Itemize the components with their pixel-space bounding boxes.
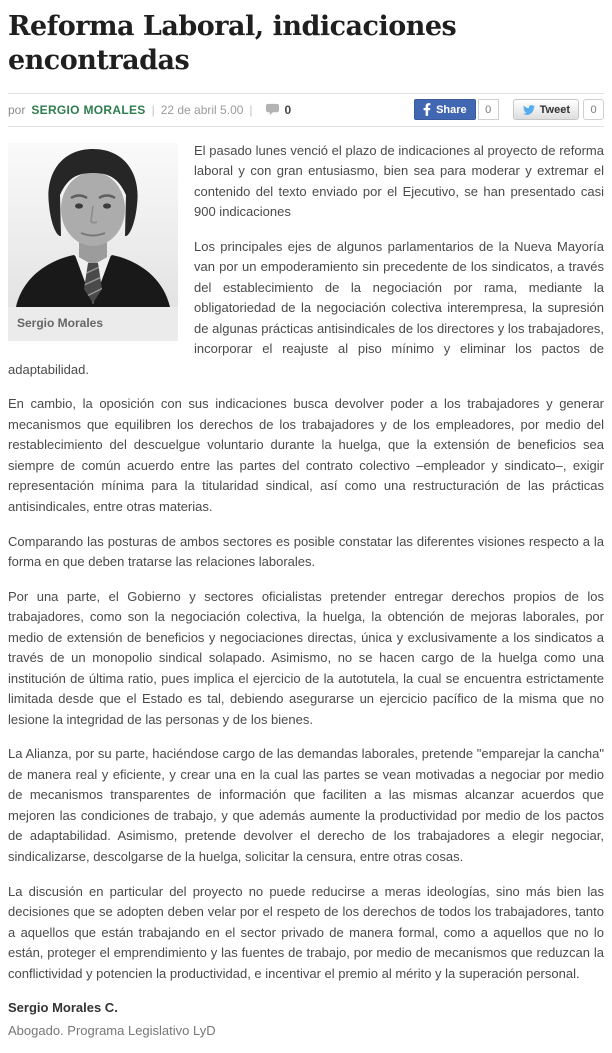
facebook-share-unit: [414, 99, 499, 120]
tweet-label: Tweet: [539, 103, 570, 116]
author-photo-figure: [8, 143, 178, 342]
comment-bubble-icon: [265, 103, 280, 116]
article-paragraph: El pasado lunes venció el plazo de indicaciones al proyecto de reforma laboral y con gran entusiasmo, bien sea para moderar y extremar el contenido del texto enviado por el Ejecutivo, se han presentado casi 900 indicaciones: [194, 142, 604, 220]
article-paragraph: La discusión en particular del proyecto no puede reducirse a meras ideologías, sino más bien las decisiones que se adopten deben velar por el respeto de los derechos de todos los trabajadores, tanto a aquellos que están trabajando en el sector privado de manera formal, como a aquellos que no lo están, proteger el emprendimiento y las fuentes de trabajo, por medio de mecanismos que reduzcan la conflictividad y potencien la productividad, e incentivar el premio al mérito y la superación personal.: [8, 883, 604, 981]
byline-separator: |: [151, 102, 155, 117]
signature-role: Abogado. Programa Legislativo LyD: [8, 1022, 216, 1038]
byline: [8, 103, 291, 117]
photo-caption: Sergio Morales: [17, 315, 104, 330]
facebook-share-label: Share: [436, 103, 467, 116]
facebook-share-count: 0: [478, 99, 499, 120]
facebook-icon: [423, 103, 431, 116]
article-body: [8, 141, 604, 1042]
author-link[interactable]: SERGIO MORALES: [31, 102, 146, 117]
facebook-share-button[interactable]: [414, 99, 476, 120]
byline-bar: [8, 93, 604, 127]
share-buttons: [414, 99, 604, 120]
article-paragraph: Por una parte, el Gobierno y sectores oficialistas pretender entregar derechos propios de los trabajadores, como son la negociación colectiva, la huelga, la obtención de mejoras laborales, por medio de extensión de beneficios y negociaciones directas, única y exclusivamente a los sindicatos a través de un monopolio sindical solapado. Asimismo, no se hacen cargo de la huelga como una institución de última ratio, pues implica el ejercicio de la autotutela, la cual se encuentra estrictamente limitada desde que el Estado es tal, debiendo asegurarse un ejercicio pacífico de la misma que no lesione la integridad de las personas y de los bienes.: [8, 588, 604, 727]
page-title: Reforma Laboral, indicaciones encontradas: [8, 11, 457, 76]
comments-count: 0: [284, 102, 292, 117]
twitter-bird-icon: [522, 104, 536, 116]
article-paragraph: En cambio, la oposición con sus indicaciones busca devolver poder a los trabajadores y generar mecanismos que equilibren los derechos de los trabajadores y de los empleadores, por medio del restablecimiento del descuelgue voluntario durante la huelga, que la extensión de beneficios sea siempre de común acuerdo entre las partes del contrato colectivo –empleador y sindicato–, exigir representación mínima para la titularidad sindical, así como una restructuración de las prácticas antisindicales, entre otras materias.: [8, 396, 604, 514]
article-paragraph: Comparando las posturas de ambos sectores es posible constatar las diferentes visiones respecto a la forma en que deben tratarse las relaciones laborales.: [8, 533, 604, 570]
tweet-unit: [513, 99, 604, 120]
byline-separator: |: [249, 102, 253, 117]
comments-link[interactable]: [265, 103, 292, 117]
author-photo: [8, 143, 178, 307]
tweet-count: 0: [583, 99, 604, 120]
publish-date: 22 de abril 5.00: [160, 102, 244, 117]
byline-prefix: por: [8, 102, 26, 117]
article-paragraph: La Alianza, por su parte, haciéndose cargo de las demandas laborales, pretende "emparejar la cancha" de manera real y eficiente, y crear una en la cual las partes se vean motivadas a negociar por medio de mecanismos transparentes de información que faciliten a las mismas alcanzar acuerdos que mejoren las condiciones de trabajo, y que además aumente la productividad por medio de los pactos de adaptabilidad. Asimismo, pretende devolver el derecho de los trabajadores a elegir negociar, sindicalizarse, descolgarse de la huelga, solicitar la censura, entre otras cosas.: [8, 746, 604, 864]
article-paragraph: Los principales ejes de algunos parlamentarios de la Nueva Mayoría van por un empoderamiento sin precedente de los sindicatos, a través del establecimiento de la negociación por rama, mediante la obligatoriedad de la negociación colectiva interempresa, la supresión de algunas prácticas antisindicales de los directores y los trabajadores, incorporar el reajuste al piso mínimo y eliminar los pactos de adaptabilidad.: [8, 238, 604, 377]
signature-name: Sergio Morales C.: [8, 1000, 118, 1016]
tweet-button[interactable]: [513, 99, 579, 120]
